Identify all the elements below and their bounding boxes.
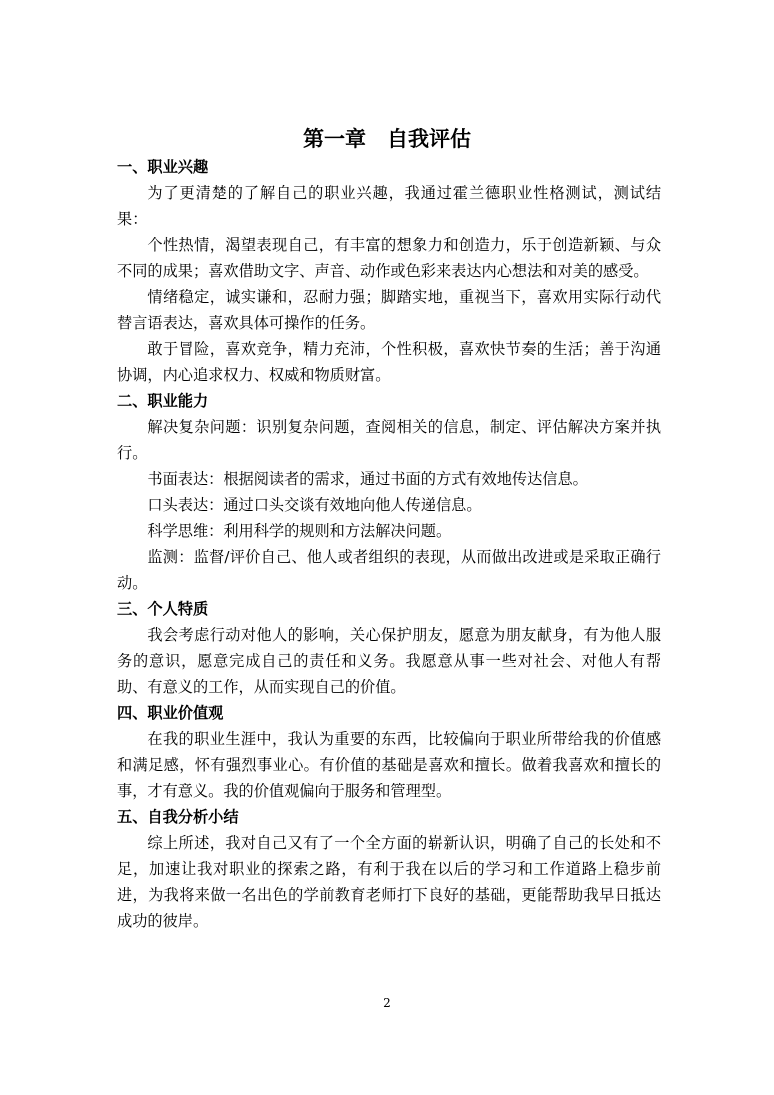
section-heading: 五、自我分析小结 [117,808,239,826]
page-number: 2 [383,996,391,1010]
section-heading: 四、职业价值观 [117,704,224,722]
section-personal-traits [117,596,661,700]
paragraph: 为了更清楚的了解自己的职业兴趣，我通过霍兰德职业性格测试，测试结果： [117,184,661,228]
paragraph: 情绪稳定，诚实谦和，忍耐力强；脚踏实地，重视当下，喜欢用实际行动代替言语表达，喜欢具体可操作的任务。 [117,288,661,332]
paragraph: 书面表达：根据阅读者的需求，通过书面的方式有效地传达信息。 [147,470,588,488]
paragraph: 口头表达：通过口头交谈有效地向他人传递信息。 [147,496,482,514]
paragraph: 科学思维：利用科学的规则和方法解决问题。 [147,522,452,540]
paragraph: 我会考虑行动对他人的影响，关心保护朋友，愿意为朋友献身，有为他人服务的意识，愿意完成自己的责任和义务。我愿意从事一些对社会、对他人有帮助、有意义的工作，从而实现自己的价值。 [117,626,661,696]
section-career-interest [117,154,661,388]
section-career-values [117,700,661,804]
section-self-analysis-summary [117,804,661,934]
document-body [117,154,661,934]
section-heading: 一、职业兴趣 [117,158,209,176]
paragraph: 个性热情，渴望表现自己，有丰富的想象力和创造力，乐于创造新颖、与众不同的成果；喜欢借助文字、声音、动作或色彩来表达内心想法和对美的感受。 [117,236,661,280]
paragraph: 综上所述，我对自己又有了一个全方面的崭新认识，明确了自己的长处和不足，加速让我对职业的探索之路，有利于我在以后的学习和工作道路上稳步前进，为我将来做一名出色的学前教育老师打下良好的基础，更能帮助我早日抵达成功的彼岸。 [117,834,661,930]
section-heading: 三、个人特质 [117,600,209,618]
section-career-ability [117,388,661,596]
paragraph: 敢于冒险，喜欢竞争，精力充沛，个性积极，喜欢快节奏的生活；善于沟通协调，内心追求权力、权威和物质财富。 [117,340,661,384]
paragraph: 在我的职业生涯中，我认为重要的东西，比较偏向于职业所带给我的价值感和满足感，怀有强烈事业心。有价值的基础是喜欢和擅长。做着我喜欢和擅长的事，才有意义。我的价值观偏向于服务和管理型。 [117,730,661,800]
chapter-title: 第一章 自我评估 [303,127,471,152]
section-heading: 二、职业能力 [117,392,209,410]
paragraph: 监测：监督/评价自己、他人或者组织的表现，从而做出改进或是采取正确行动。 [117,548,661,592]
paragraph: 解决复杂问题：识别复杂问题，查阅相关的信息，制定、评估解决方案并执行。 [117,418,661,462]
